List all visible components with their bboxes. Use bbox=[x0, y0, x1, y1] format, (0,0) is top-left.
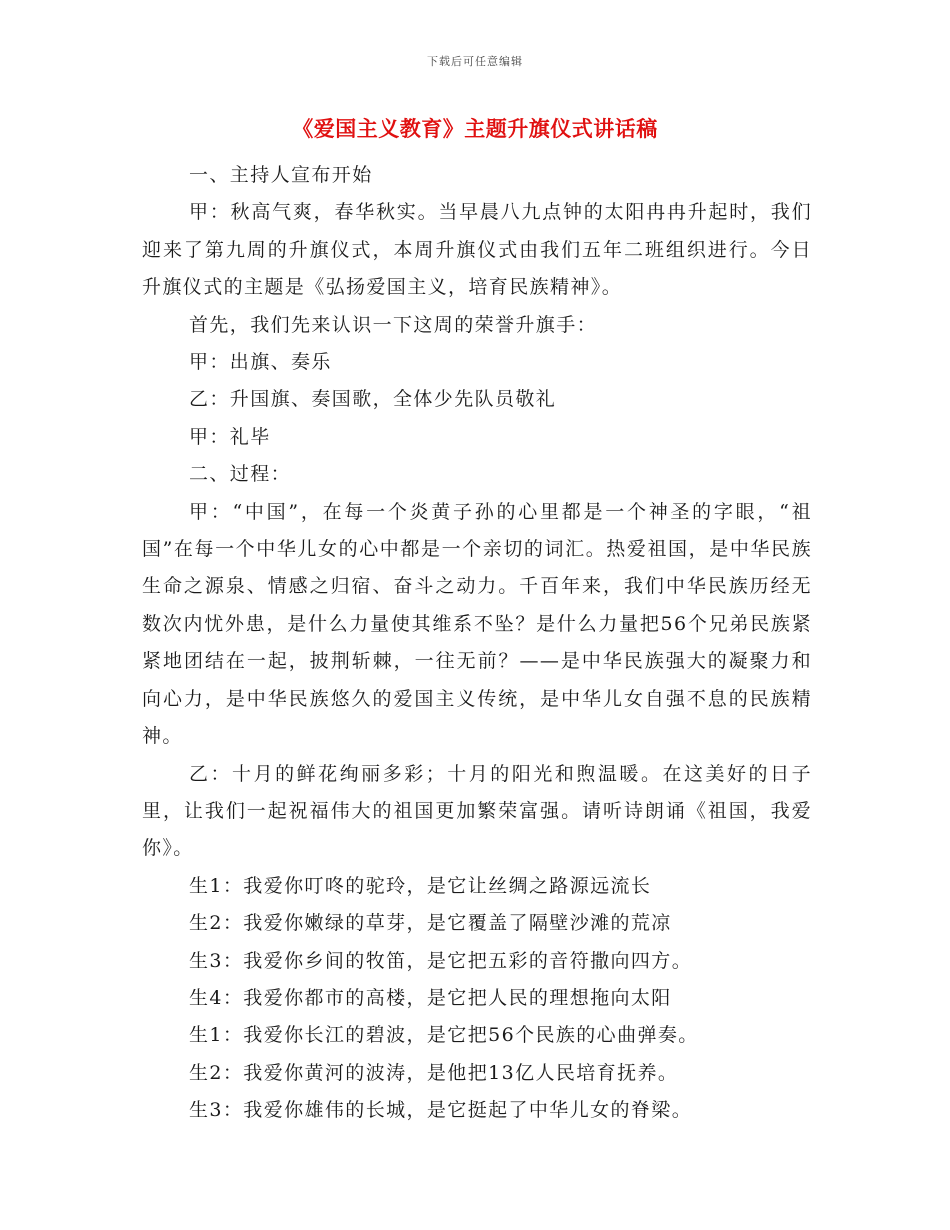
paragraph-section-2-heading: 二、过程： bbox=[189, 463, 292, 486]
paragraph-china-speech: 甲：“中国”，在每一个炎黄子孙的心里都是一个神圣的字眼，“祖国”在每一个中华儿女的心中都是一个亲切的词汇。热爱祖国，是中华民族生命之源泉、情感之归宿、奋斗之动力。千百年来，我们中华民族历经无数次内忧外患，是什么力量使其维系不坠？是什么力量把56个兄弟民族紧紧地团结在一起，披荆斩棘，一往无前？——是中华民族强大的凝聚力和向心力，是中华民族悠久的爱国主义传统，是中华儿女自强不息的民族精神。 bbox=[142, 500, 812, 748]
poem-line: 生2：我爱你黄河的波涛，是他把13亿人民培育抚养。 bbox=[189, 1061, 679, 1084]
poem-line: 生3：我爱你雄伟的长城，是它挺起了中华儿女的脊梁。 bbox=[189, 1099, 693, 1122]
paragraph-section-1-heading: 一、主持人宣布开始 bbox=[189, 164, 373, 186]
poem-line: 生2：我爱你嫩绿的草芽，是它覆盖了隔壁沙滩的荒凉 bbox=[189, 912, 672, 935]
document-title: 《爱国主义教育》主题升旗仪式讲话稿 bbox=[292, 117, 658, 141]
paragraph-raise-flag: 乙：升国旗、奏国歌，全体少先队员敬礼 bbox=[189, 388, 557, 411]
paragraph-flag-bearers: 首先，我们先来认识一下这周的荣誉升旗手： bbox=[189, 313, 598, 336]
paragraph-opening: 甲：秋高气爽，春华秋实。当早晨八九点钟的太阳冉冉升起时，我们迎来了第九周的升旗仪式，本周升旗仪式由我们五年二班组织进行。今日升旗仪式的主题是《弘扬爱国主义，培育民族精神》。 bbox=[142, 201, 812, 299]
paragraph-flag-out: 甲：出旗、奏乐 bbox=[189, 351, 332, 374]
poem-line: 生3：我爱你乡间的牧笛，是它把五彩的音符撒向四方。 bbox=[189, 949, 693, 972]
document-body bbox=[142, 157, 812, 1130]
poem-line: 生4：我爱你都市的高楼，是它把人民的理想拖向太阳 bbox=[189, 986, 672, 1009]
poem-line: 生1：我爱你叮咚的驼玲，是它让丝绸之路源远流长 bbox=[189, 874, 652, 897]
page-header-note: 下载后可任意编辑 bbox=[427, 55, 523, 68]
paragraph-october: 乙：十月的鲜花绚丽多彩；十月的阳光和煦温暖。在这美好的日子里，让我们一起祝福伟大的祖国更加繁荣富强。请听诗朗诵《祖国，我爱你》。 bbox=[142, 762, 812, 860]
poem-line: 生1：我爱你长江的碧波，是它把56个民族的心曲弹奏。 bbox=[189, 1024, 699, 1047]
paragraph-salute-end: 甲：礼毕 bbox=[189, 425, 271, 448]
